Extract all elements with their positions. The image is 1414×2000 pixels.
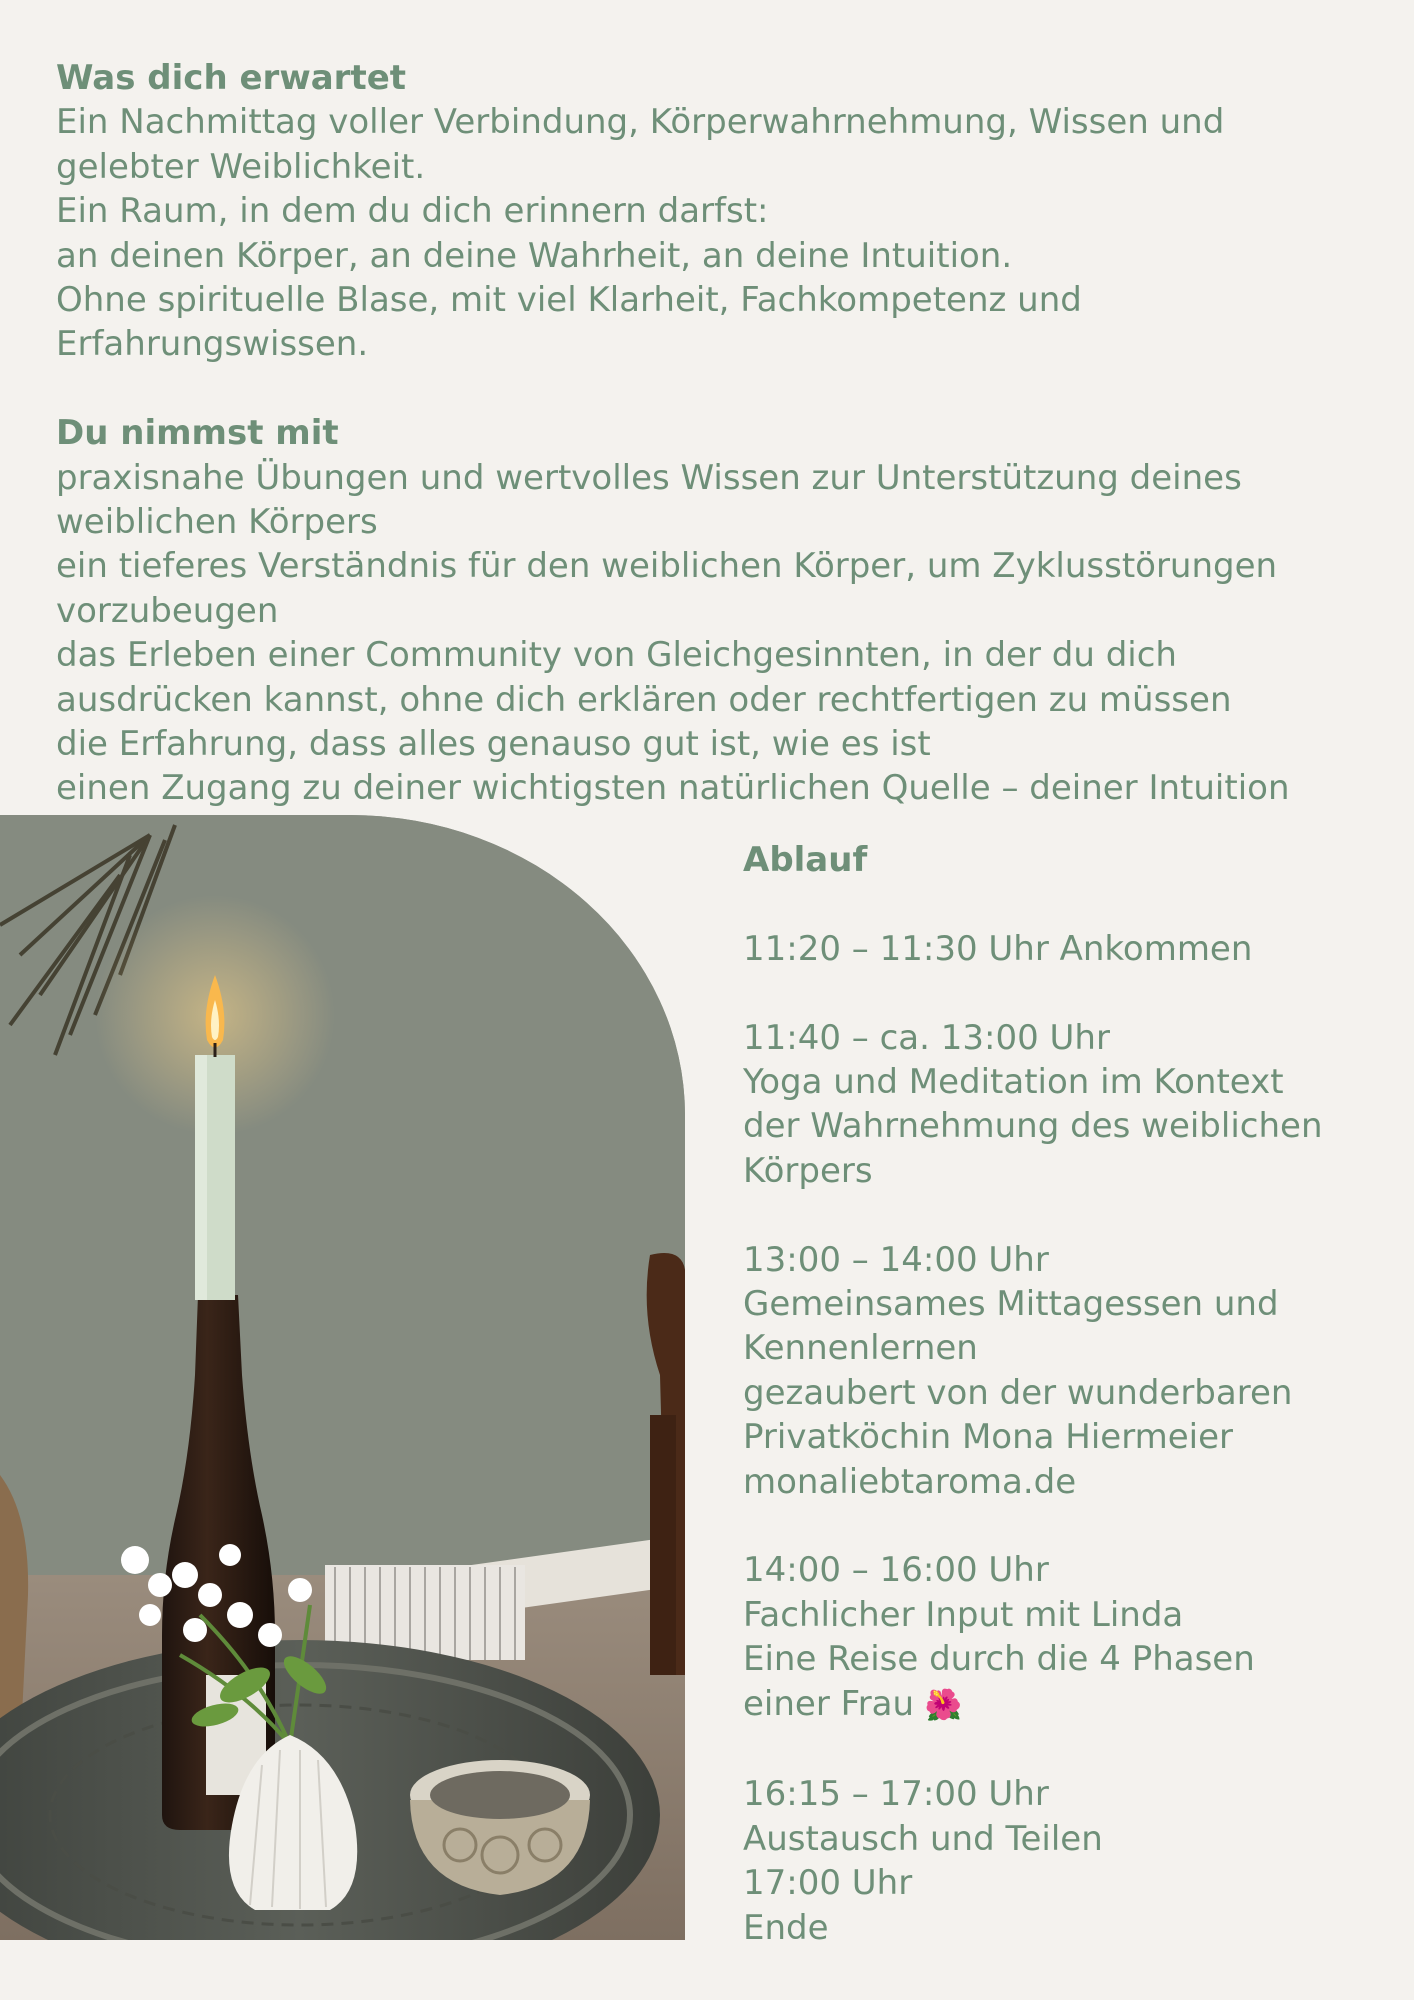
schedule-line: Kennenlernen: [743, 1328, 978, 1369]
hibiscus-icon: 🌺: [924, 1687, 963, 1723]
intro-line: Erfahrungswissen.: [56, 324, 369, 365]
schedule-time: 16:15 – 17:00 Uhr: [743, 1774, 1049, 1815]
heading-ablauf: Ablauf: [743, 840, 868, 880]
schedule-line-text: einer Frau: [743, 1683, 915, 1724]
takeaway-line: die Erfahrung, dass alles genauso gut ist, wie es ist: [56, 724, 931, 765]
schedule-section: [743, 838, 1373, 1950]
intro-line: Ein Nachmittag voller Verbindung, Körperwahrnehmung, Wissen und: [56, 102, 1225, 143]
schedule-time: 11:40 – ca. 13:00 Uhr: [743, 1017, 1110, 1058]
takeaway-line: praxisnahe Übungen und wertvolles Wissen zur Unterstützung deines: [56, 457, 1242, 498]
schedule-time: 17:00 Uhr: [743, 1863, 913, 1904]
schedule-time: 14:00 – 16:00 Uhr: [743, 1550, 1049, 1591]
takeaway-line: weiblichen Körpers: [56, 502, 378, 543]
schedule-line: Ende: [743, 1907, 829, 1948]
schedule-line: Privatköchin Mona Hiermeier: [743, 1417, 1233, 1458]
schedule-line: Eine Reise durch die 4 Phasen: [743, 1639, 1255, 1680]
intro-line: gelebter Weiblichkeit.: [56, 146, 426, 187]
schedule-time: 13:00 – 14:00 Uhr: [743, 1239, 1049, 1280]
schedule-line: Yoga und Meditation im Kontext: [743, 1062, 1284, 1102]
schedule-line: der Wahrnehmung des weiblichen: [743, 1106, 1323, 1147]
schedule-line: Fachlicher Input mit Linda: [743, 1594, 1184, 1635]
schedule-line: Körpers: [743, 1150, 873, 1191]
schedule-line: gezaubert von der wunderbaren: [743, 1372, 1293, 1413]
takeaway-line: das Erleben einer Community von Gleichgesinnten, in der du dich: [56, 635, 1177, 676]
heading-du-nimmst-mit: Du nimmst mit: [56, 413, 339, 454]
takeaway-line: einen Zugang zu deiner wichtigsten natürlichen Quelle – deiner Intuition: [56, 768, 1290, 809]
takeaway-line: vorzubeugen: [56, 590, 279, 631]
heading-was-dich-erwartet: Was dich erwartet: [56, 58, 407, 98]
intro-line: an deinen Körper, an deine Wahrheit, an deine Intuition.: [56, 235, 1013, 276]
intro-line: Ein Raum, in dem du dich erinnern darfst:: [56, 191, 769, 232]
intro-line: Ohne spirituelle Blase, mit viel Klarheit, Fachkompetenz und: [56, 280, 1082, 321]
intro-section: [56, 56, 1376, 811]
schedule-line: 11:20 – 11:30 Uhr Ankommen: [743, 928, 1253, 969]
schedule-line: Gemeinsames Mittagessen und: [743, 1284, 1279, 1325]
takeaway-line: ausdrücken kannst, ohne dich erklären oder rechtfertigen zu müssen: [56, 679, 1232, 720]
takeaway-line: ein tieferes Verständnis für den weiblichen Körper, um Zyklusstörungen: [56, 546, 1278, 587]
schedule-line: [743, 1682, 1373, 1728]
schedule-line: Austausch und Teilen: [743, 1818, 1103, 1859]
candle-photo: [0, 815, 685, 1940]
schedule-website: monaliebtaroma.de: [743, 1461, 1077, 1502]
